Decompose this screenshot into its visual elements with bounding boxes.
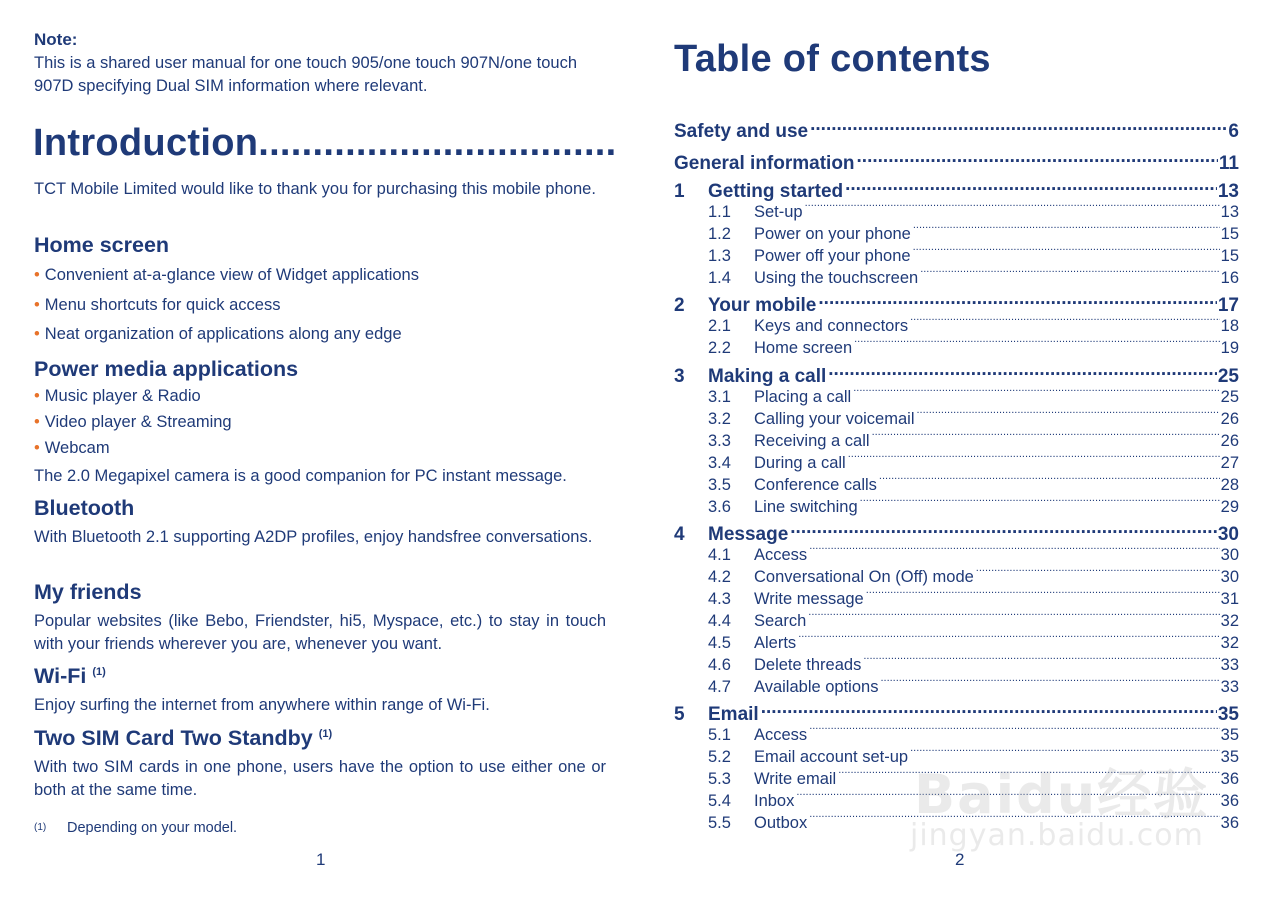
toc-chapter[interactable]: 1 Getting started ..... 13 — [674, 174, 1239, 203]
bullet-dot-icon: • — [34, 439, 40, 457]
toc-chapter[interactable]: 4 Message ..... 30 — [674, 517, 1239, 546]
toc-subentry[interactable]: 3.3 Receiving a call ..... 26 — [708, 426, 1239, 451]
right-page — [640, 0, 1280, 909]
introduction-text: TCT Mobile Limited would like to thank you for purchasing this mobile phone. — [34, 180, 596, 198]
bullet-dot-icon: • — [34, 296, 40, 314]
bluetooth-text: With Bluetooth 2.1 supporting A2DP profiles, enjoy handsfree conversations. — [34, 528, 593, 546]
bullet-dot-icon: • — [34, 387, 40, 405]
footnote-ref: (1) — [318, 727, 333, 740]
bullet-item: • Video player & Streaming — [34, 413, 232, 431]
toc-chapter[interactable]: 5 Email ..... 35 — [674, 697, 1239, 726]
toc-subentry[interactable]: 5.1 Access ..... 35 — [708, 720, 1239, 745]
bullet-item: • Music player & Radio — [34, 387, 201, 405]
toc-subentry[interactable]: 1.4 Using the touchscreen ..... 16 — [708, 263, 1239, 288]
bullet-dot-icon: • — [34, 266, 40, 284]
note-text: This is a shared user manual for one touch 905/one touch 907N/one touch 907D specifying Dual SIM information where relevant. — [34, 54, 578, 95]
toc-subentry[interactable]: 4.2 Conversational On (Off) mode ..... 30 — [708, 562, 1239, 587]
toc-subentry[interactable]: 3.4 During a call ..... 27 — [708, 448, 1239, 473]
wifi-heading: Wi-Fi $^{(1)}$ — [34, 664, 106, 688]
toc-subentry[interactable]: 4.7 Available options ..... 33 — [708, 672, 1239, 697]
toc-subentry[interactable]: 2.1 Keys and connectors ..... 18 — [708, 311, 1239, 336]
bullet-item: • Menu shortcuts for quick access — [34, 296, 281, 314]
bullet-item: • Convenient at-a-glance view of Widget applications — [34, 266, 419, 284]
toc-entry[interactable]: Safety and use ..... 6 — [674, 114, 1239, 143]
toc-entry[interactable]: General information ..... 11 — [674, 146, 1239, 175]
toc-subentry[interactable]: 5.4 Inbox ..... 36 — [708, 786, 1239, 811]
footnote-text: Depending on your model. — [67, 820, 238, 836]
toc-subentry[interactable]: 4.6 Delete threads ..... 33 — [708, 650, 1239, 675]
toc-subentry[interactable]: 5.2 Email account set-up ..... 35 — [708, 742, 1239, 767]
bluetooth-heading: Bluetooth — [34, 496, 135, 520]
power-media-text: The 2.0 Megapixel camera is a good companion for PC instant message. — [34, 467, 567, 485]
my-friends-heading: My friends — [34, 580, 142, 604]
introduction-title: Introduction................................. — [33, 122, 617, 164]
toc-subentry[interactable]: 4.5 Alerts ..... 32 — [708, 628, 1239, 653]
bullet-item: • Neat organization of applications along any edge — [34, 325, 402, 343]
two-sim-text: With two SIM cards in one phone, users have the option to use either one or both at the same time. — [34, 758, 606, 799]
two-sim-heading: Two SIM Card Two Standby $^{(1)}$ — [34, 726, 333, 750]
toc-subentry[interactable]: 1.3 Power off your phone ..... 15 — [708, 241, 1239, 266]
watermark-main: Baidu经验 — [914, 763, 1210, 826]
toc-title: Table of contents — [674, 38, 991, 80]
watermark-url: jingyan.baidu.com — [910, 818, 1204, 853]
footnote-mark: (1) — [34, 822, 47, 833]
page-number: 2 — [955, 850, 965, 869]
footnote-ref: (1) — [92, 665, 106, 678]
power-media-heading: Power media applications — [34, 357, 299, 381]
toc-subentry[interactable]: 3.5 Conference calls ..... 28 — [708, 470, 1239, 495]
toc-subentry[interactable]: 5.3 Write email ..... 36 — [708, 764, 1239, 789]
toc-subentry[interactable]: 3.2 Calling your voicemail ..... 26 — [708, 404, 1239, 429]
baidu-watermark — [908, 752, 1238, 864]
toc-chapter[interactable]: 2 Your mobile ..... 17 — [674, 288, 1239, 317]
toc-subentry[interactable]: 1.2 Power on your phone ..... 15 — [708, 219, 1239, 244]
toc-subentry[interactable]: 2.2 Home screen ..... 19 — [708, 333, 1239, 358]
toc-subentry[interactable]: 4.4 Search ..... 32 — [708, 606, 1239, 631]
toc-chapter[interactable]: 3 Making a call ..... 25 — [674, 359, 1239, 388]
note-heading: Note: — [34, 30, 78, 49]
home-screen-heading: Home screen — [34, 233, 170, 257]
wifi-text: Enjoy surfing the internet from anywhere within range of Wi-Fi. — [34, 696, 490, 714]
bullet-dot-icon: • — [34, 413, 40, 431]
my-friends-text: Popular websites (like Bebo, Friendster, hi5, Myspace, etc.) to stay in touch with your friends wherever you are, whenever you want. — [34, 612, 606, 653]
toc-subentry[interactable]: 4.1 Access ..... 30 — [708, 540, 1239, 565]
toc-subentry[interactable]: 3.1 Placing a call ..... 25 — [708, 382, 1239, 407]
toc-subentry[interactable]: 3.6 Line switching ..... 29 — [708, 492, 1239, 517]
page-number: 1 — [316, 850, 326, 869]
toc-subentry[interactable]: 4.3 Write message ..... 31 — [708, 584, 1239, 609]
bullet-dot-icon: • — [34, 325, 40, 343]
toc-subentry[interactable]: 5.5 Outbox ..... 36 — [708, 808, 1239, 833]
toc-subentry[interactable]: 1.1 Set-up ..... 13 — [708, 197, 1239, 222]
bullet-item: • Webcam — [34, 439, 110, 457]
